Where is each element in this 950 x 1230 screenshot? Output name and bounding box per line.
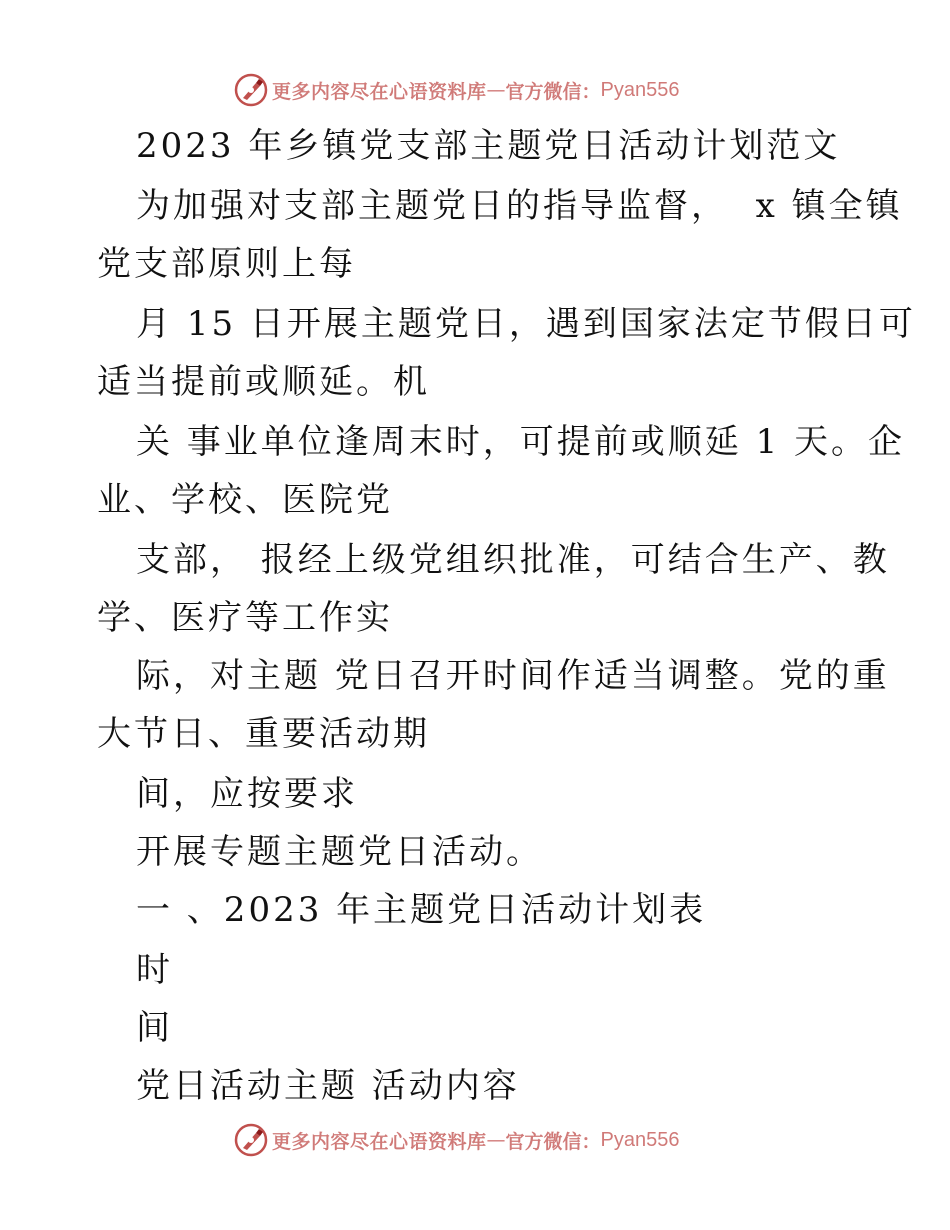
watermark-separator: — — [486, 79, 506, 101]
paragraph-line: 支部， 报经上级党组织批准，可结合生产、教 — [136, 540, 890, 580]
paragraph-line: 关 事业单位逢周末时，可提前或顺延 1 天。企 — [136, 422, 906, 462]
watermark-banner-bottom — [234, 1122, 680, 1158]
watermark-text: 更多内容尽在心语资料库 — [272, 80, 487, 103]
paragraph-line: 际，对主题 党日召开时间作适当调整。党的重 — [136, 656, 890, 696]
watermark-separator: — — [486, 1129, 506, 1151]
pen-logo-icon — [234, 1123, 268, 1157]
table-header-fragment: 间 — [136, 1008, 173, 1048]
paragraph-line: 学、医疗等工作实 — [97, 598, 393, 638]
paragraph-line: 大节日、重要活动期 — [97, 714, 430, 754]
wechat-label: 官方微信： — [505, 80, 601, 103]
wechat-id: Pyan556 — [600, 78, 680, 101]
table-header-fragment: 时 — [136, 950, 173, 990]
pen-logo-icon — [234, 73, 268, 107]
wechat-label: 官方微信： — [505, 1130, 601, 1153]
document-title: 2023 年乡镇党支部主题党日活动计划范文 — [136, 126, 841, 166]
section-heading: 一 、2023 年主题党日活动计划表 — [136, 890, 707, 930]
paragraph-line: 月 15 日开展主题党日，遇到国家法定节假日可 — [136, 304, 916, 344]
paragraph-line: 业、学校、医院党 — [97, 480, 393, 520]
paragraph-line: 党支部原则上每 — [97, 244, 356, 284]
paragraph-line: 为加强对支部主题党日的指导监督， x 镇全镇 — [136, 186, 903, 226]
watermark-text: 更多内容尽在心语资料库 — [272, 1130, 487, 1153]
paragraph-line: 开展专题主题党日活动。 — [136, 832, 543, 872]
table-header-fragment: 党日活动主题 活动内容 — [136, 1066, 520, 1106]
watermark-banner-top — [234, 72, 680, 108]
wechat-id: Pyan556 — [600, 1128, 680, 1151]
paragraph-line: 适当提前或顺延。机 — [97, 362, 430, 402]
paragraph-line: 间，应按要求 — [136, 774, 358, 814]
